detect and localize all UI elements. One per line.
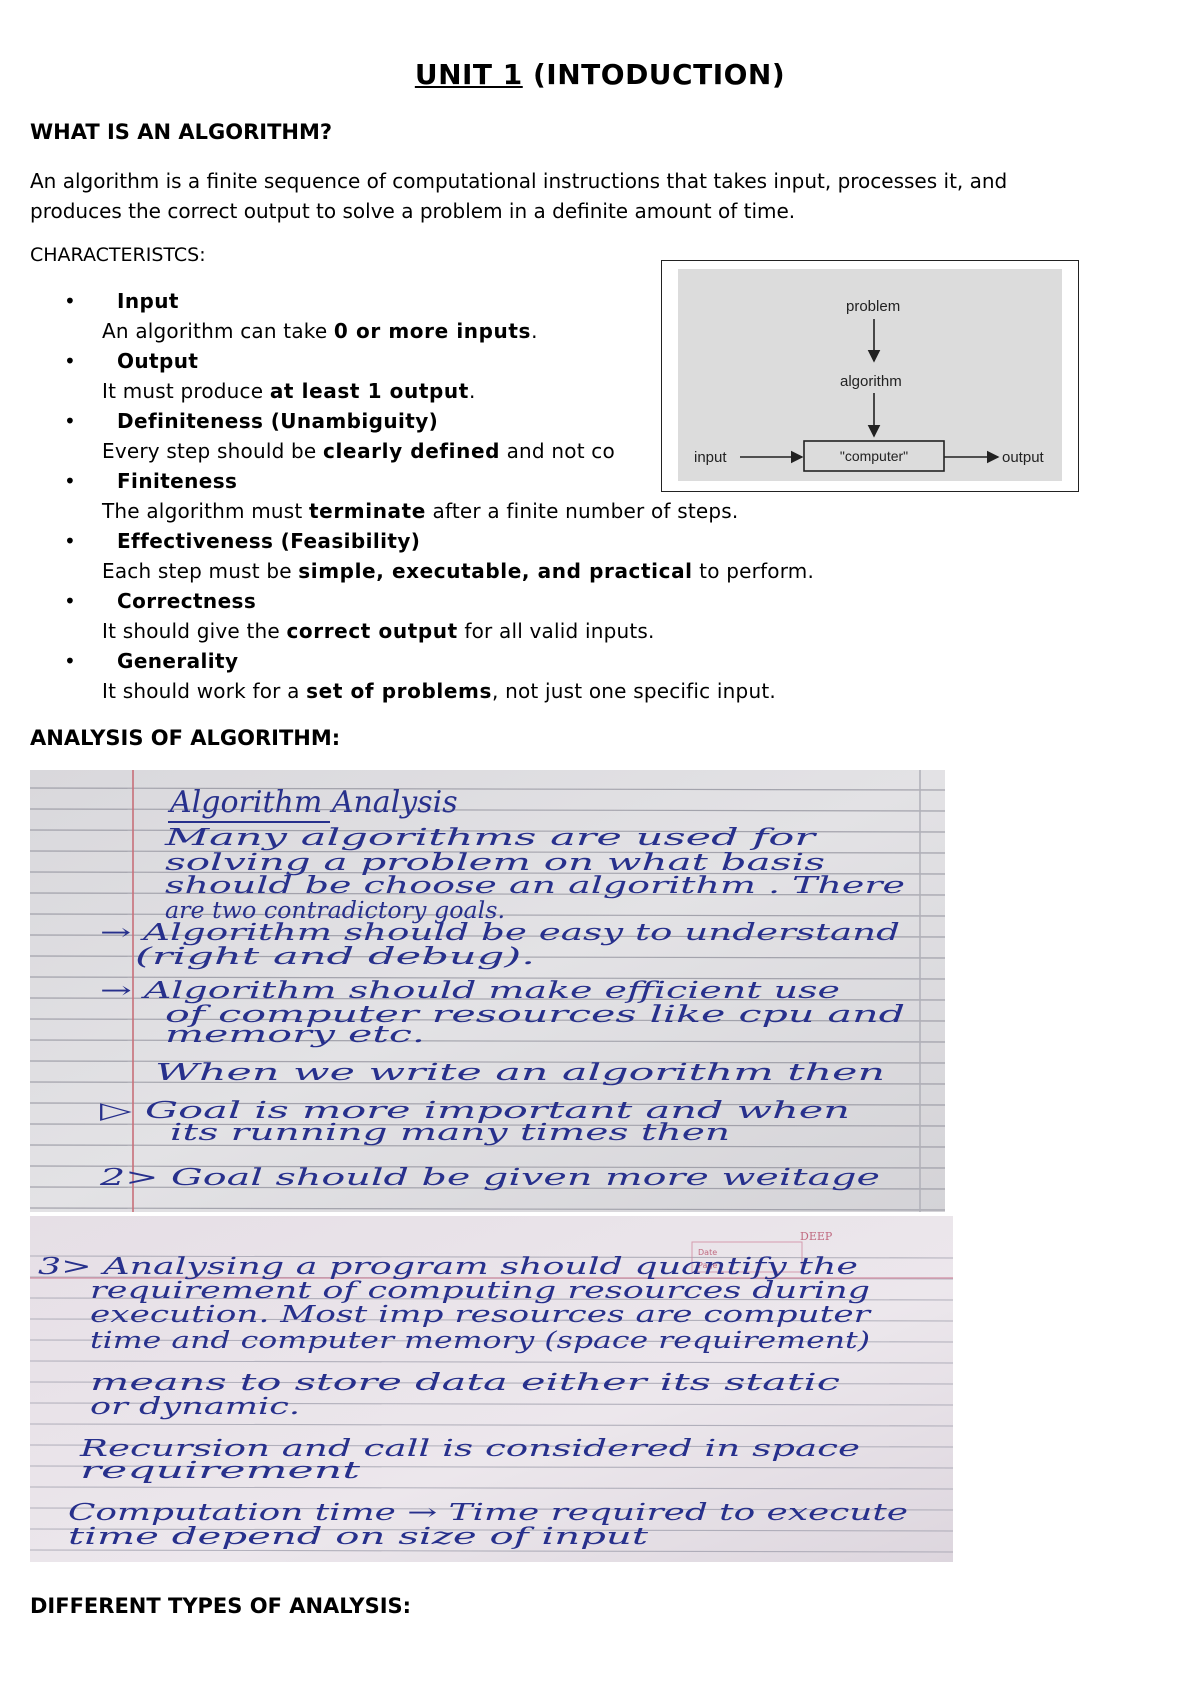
characteristic-description — [102, 496, 738, 526]
handwritten-line: should be choose an algorithm . There — [165, 873, 905, 899]
characteristic-description — [102, 436, 615, 466]
handwritten-line: or dynamic. — [90, 1394, 300, 1420]
handwritten-line: 3> Analysing a program should quantify the — [38, 1254, 858, 1280]
description-text-end: after a finite number of steps. — [425, 499, 739, 523]
characteristic-item — [30, 526, 1150, 586]
description-text-end: . — [468, 379, 476, 403]
description-text: An algorithm can take — [102, 319, 334, 343]
handwritten-line: Recursion and call is considered in space — [78, 1436, 860, 1462]
description-text: It should work for a — [102, 679, 307, 703]
bullet-icon: • — [64, 649, 76, 673]
characteristic-name: Finiteness — [117, 469, 238, 493]
description-text: Each step must be — [102, 559, 299, 583]
heading-analysis: ANALYSIS OF ALGORITHM: — [30, 726, 341, 750]
handwritten-line: 2> Goal should be given more weitage — [98, 1165, 880, 1191]
characteristic-description — [102, 316, 538, 346]
characteristic-name: Correctness — [117, 589, 257, 613]
definition-line-1: An algorithm is a finite sequence of computational instructions that takes input, processes it, and — [30, 169, 1008, 193]
title-unit: UNIT 1 — [414, 58, 523, 91]
notes1-svg — [30, 770, 945, 1212]
handwritten-line: → Algorithm should make efficient use — [100, 978, 840, 1004]
characteristic-name: Effectiveness (Feasibility) — [117, 529, 421, 553]
characteristics-label: CHARACTERISTCS: — [30, 244, 206, 266]
characteristic-description — [102, 376, 476, 406]
notes1-title: Algorithm Analysis — [170, 785, 458, 820]
description-bold: simple, executable, and practical — [298, 559, 693, 583]
label-computer: "computer" — [839, 448, 909, 464]
description-bold: terminate — [309, 499, 426, 523]
title-rest: (INTODUCTION) — [522, 58, 786, 91]
handwritten-line: Computation time → Time required to execute — [68, 1500, 908, 1526]
label-algorithm: algorithm — [840, 373, 902, 390]
handwritten-line: When we write an algorithm then — [155, 1060, 885, 1086]
characteristic-item — [30, 586, 1150, 646]
characteristic-description — [102, 556, 814, 586]
label-problem: problem — [846, 298, 901, 315]
handwritten-line: memory etc. — [165, 1022, 425, 1048]
bullet-icon: • — [64, 529, 76, 553]
diagram-svg — [678, 269, 1062, 481]
handwritten-line: solving a problem on what basis — [165, 850, 826, 876]
description-bold: set of problems — [306, 679, 492, 703]
characteristic-name: Generality — [117, 649, 239, 673]
stamp-page: Page — [698, 1261, 718, 1270]
algorithm-diagram — [678, 269, 1062, 481]
label-output: output — [1002, 449, 1044, 466]
stamp-date: Date — [698, 1248, 718, 1257]
description-bold: 0 or more inputs — [333, 319, 532, 343]
description-bold: correct output — [286, 619, 458, 643]
notes2-svg — [30, 1216, 953, 1562]
description-bold: at least 1 output — [269, 379, 469, 403]
handwritten-line: ▷ Goal is more important and when — [100, 1098, 850, 1124]
handwritten-line: of computer resources like cpu and — [165, 1002, 905, 1028]
description-text-end: , not just one specific input. — [491, 679, 776, 703]
heading-types-of-analysis: DIFFERENT TYPES OF ANALYSIS: — [30, 1594, 412, 1618]
description-text: It should give the — [102, 619, 287, 643]
characteristic-item — [30, 646, 1150, 706]
handwritten-line: are two contradictory goals. — [165, 898, 505, 924]
bullet-icon: • — [64, 289, 76, 313]
description-text-end: and not co — [500, 439, 615, 463]
handwritten-line: → Algorithm should be easy to understand — [100, 920, 900, 946]
description-bold: clearly defined — [323, 439, 501, 463]
characteristic-name: Input — [117, 289, 179, 313]
description-text: The algorithm must — [102, 499, 310, 523]
description-text: Every step should be — [102, 439, 323, 463]
bullet-icon: • — [64, 349, 76, 373]
handwritten-line: time and computer memory (space requirement) — [90, 1328, 870, 1354]
description-text-end: . — [531, 319, 538, 343]
handwritten-line: requirement of computing resources during — [90, 1278, 870, 1304]
handwritten-line: (right and debug). — [135, 944, 535, 970]
description-text-end: to perform. — [692, 559, 815, 583]
handwritten-notes-photo-1 — [30, 770, 945, 1212]
handwritten-line: means to store data either its static — [90, 1370, 841, 1396]
heading-what-is-algorithm: WHAT IS AN ALGORITHM? — [30, 120, 333, 144]
handwritten-line: time depend on size of input — [68, 1524, 650, 1550]
label-input: input — [694, 449, 727, 466]
characteristic-name: Definiteness (Unambiguity) — [117, 409, 439, 433]
definition-line-2: produces the correct output to solve a problem in a definite amount of time. — [30, 199, 796, 223]
stamp-brand: DEEP — [800, 1230, 833, 1243]
description-text-end: for all valid inputs. — [457, 619, 655, 643]
handwritten-notes-photo-2 — [30, 1216, 953, 1562]
characteristic-name: Output — [117, 349, 199, 373]
characteristic-description — [102, 676, 776, 706]
handwritten-line: execution. Most imp resources are computer — [90, 1302, 873, 1328]
characteristic-description — [102, 616, 655, 646]
bullet-icon: • — [64, 589, 76, 613]
handwritten-line: its running many times then — [170, 1120, 730, 1146]
handwritten-line: requirement — [80, 1458, 362, 1484]
page-title — [0, 58, 1200, 91]
definition-paragraph — [30, 166, 1150, 226]
bullet-icon: • — [64, 409, 76, 433]
algorithm-figure — [661, 260, 1079, 492]
bullet-icon: • — [64, 469, 76, 493]
description-text: It must produce — [102, 379, 270, 403]
handwritten-line: Many algorithms are used for — [163, 825, 819, 851]
